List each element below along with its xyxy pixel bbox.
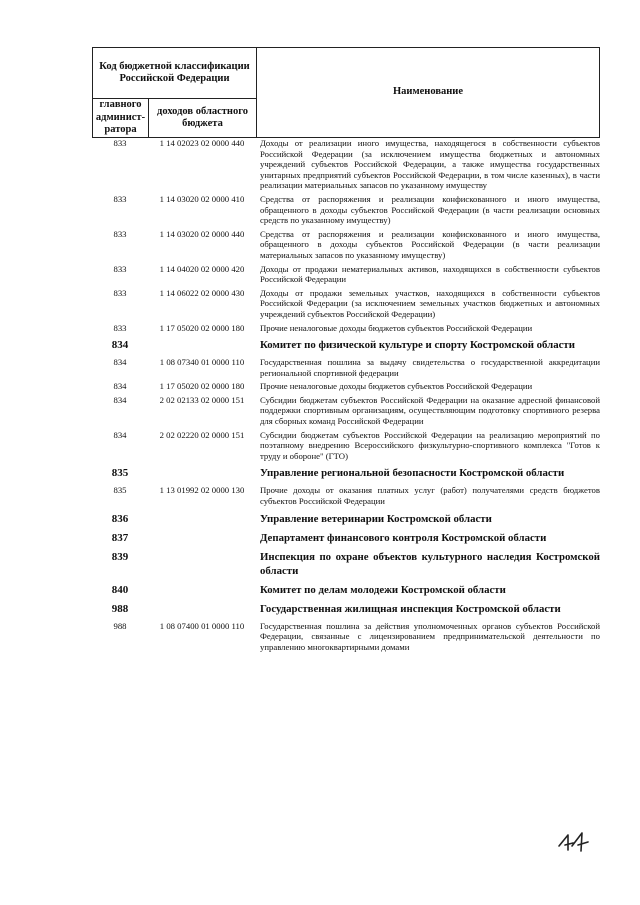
revenue-code: 1 17 05020 02 0000 180 bbox=[159, 381, 245, 392]
row-name: Доходы от продажи земельных участков, находящихся в собственности субъектов Российской Федерации (за исключением земельных участков бюджетных и автономных учреждений субъектов Российской Федерации) bbox=[260, 287, 600, 319]
revenue-code: 2 02 02220 02 0000 151 bbox=[159, 429, 245, 440]
revenue-code: 1 14 06022 02 0000 430 bbox=[159, 287, 245, 298]
admin-code: 834 bbox=[113, 381, 127, 392]
table-row bbox=[92, 288, 600, 320]
row-name: Доходы от продажи нематериальных активов, находящихся в собственности субъектов Российской Федерации bbox=[260, 263, 600, 285]
section-row bbox=[92, 466, 600, 480]
revenue-code: 1 14 02023 02 0000 440 bbox=[159, 138, 245, 148]
section-row bbox=[92, 531, 600, 545]
revenue-code: 1 14 03020 02 0000 440 bbox=[159, 228, 245, 239]
table-header bbox=[92, 47, 600, 138]
row-name: Средства от распоряжения и реализации конфискованного и иного имущества, обращенного в доходы субъектов Российской Федерации (в части реализации основных средств по указанному имуществу) bbox=[260, 193, 600, 226]
revenue-code: 1 08 07400 01 0000 110 bbox=[159, 620, 245, 631]
revenue-code: 1 14 04020 02 0000 420 bbox=[159, 263, 245, 274]
admin-code: 988 bbox=[111, 602, 129, 615]
table-row bbox=[92, 395, 600, 427]
admin-code: 835 bbox=[111, 467, 129, 480]
row-name: Прочие неналоговые доходы бюджетов субъектов Российской Федерации bbox=[260, 381, 533, 392]
admin-code: 836 bbox=[111, 512, 129, 525]
admin-code: 833 bbox=[113, 138, 127, 148]
header-name-column: Наименование bbox=[257, 48, 600, 138]
table-row bbox=[92, 138, 600, 191]
revenue-code: 1 17 05020 02 0000 180 bbox=[159, 322, 245, 333]
table-row bbox=[92, 194, 600, 226]
section-row bbox=[92, 338, 600, 352]
table-row bbox=[92, 430, 600, 462]
row-name: Департамент финансового контроля Костромской области bbox=[260, 531, 547, 544]
revenue-code: 2 02 02133 02 0000 151 bbox=[159, 394, 245, 405]
table-row bbox=[92, 264, 600, 285]
admin-code: 988 bbox=[113, 620, 127, 631]
admin-code: 835 bbox=[113, 485, 127, 496]
section-row bbox=[92, 550, 600, 578]
section-row bbox=[92, 512, 600, 526]
row-name: Инспекция по охране объектов культурного наследия Костромской области bbox=[260, 550, 600, 577]
document-page bbox=[92, 47, 600, 655]
header-group-title: Код бюджетной классификации Российской Федерации bbox=[93, 48, 257, 99]
revenue-code: 1 13 01992 02 0000 130 bbox=[159, 485, 245, 496]
admin-code: 833 bbox=[113, 193, 127, 204]
admin-code: 834 bbox=[113, 357, 127, 368]
section-row bbox=[92, 602, 600, 616]
revenue-code: 1 08 07340 01 0000 110 bbox=[159, 357, 245, 368]
row-name: Комитет по физической культуре и спорту Костромской области bbox=[260, 339, 575, 352]
admin-code: 833 bbox=[113, 287, 127, 298]
section-row bbox=[92, 583, 600, 597]
admin-code: 837 bbox=[111, 531, 129, 544]
admin-code: 833 bbox=[113, 228, 127, 239]
admin-code: 839 bbox=[111, 550, 129, 563]
row-name: Государственная пошлина за действия уполномоченных органов субъектов Российской Федерации, связанные с лицензированием предпринимательской деятельности по управлению многоквартирными домами bbox=[260, 620, 600, 652]
row-name: Государственная жилищная инспекция Костромской области bbox=[260, 602, 561, 615]
table-row bbox=[92, 357, 600, 378]
admin-code: 834 bbox=[111, 339, 129, 352]
admin-code: 834 bbox=[113, 394, 127, 405]
header-revenue-column: доходов областного бюджета bbox=[149, 99, 257, 138]
admin-code: 840 bbox=[111, 583, 129, 596]
row-name: Прочие доходы от оказания платных услуг (работ) получателями средств бюджетов субъектов Российской Федерации bbox=[260, 485, 600, 507]
table-row bbox=[92, 381, 600, 392]
table-row bbox=[92, 323, 600, 334]
row-name: Управление региональной безопасности Костромской области bbox=[260, 467, 565, 480]
row-name: Государственная пошлина за выдачу свидетельства о государственной аккредитации региональной спортивной федерации bbox=[260, 357, 600, 378]
row-name: Субсидии бюджетам субъектов Российской Федерации на реализацию мероприятий по поэтапному внедрению Всероссийского физкультурно-спортивного комплекса "Готов к труду и обороне" (ГТО) bbox=[260, 429, 600, 461]
row-name: Доходы от реализации иного имущества, находящегося в собственности субъектов Российской Федерации (за исключением имущества бюджетных и автономных учреждений субъектов Российской Федерации, а также имущества государственных унитарных предприятий субъектов Российской Федерации, в том числе казенных), в части реализации материальных запасов по указанному имуществу bbox=[260, 138, 600, 191]
table-row bbox=[92, 485, 600, 506]
admin-code: 833 bbox=[113, 263, 127, 274]
admin-code: 834 bbox=[113, 429, 127, 440]
table-body bbox=[92, 138, 600, 652]
row-name: Средства от распоряжения и реализации конфискованного и иного имущества, обращенного в доходы субъектов Российской Федерации (в части реализации материальных запасов по указанному имуществу) bbox=[260, 228, 600, 260]
row-name: Субсидии бюджетам субъектов Российской Федерации на оказание адресной финансовой поддержки спортивным организациям, осуществляющим подготовку спортивного резерва для сборных команд Российской Федерации bbox=[260, 394, 600, 427]
header-admin-column: главного админист-ратора bbox=[93, 99, 149, 138]
row-name: Управление ветеринарии Костромской области bbox=[260, 512, 492, 525]
row-name: Комитет по делам молодежи Костромской области bbox=[260, 583, 506, 596]
table-row bbox=[92, 229, 600, 261]
handwritten-page-number bbox=[555, 826, 595, 856]
row-name: Прочие неналоговые доходы бюджетов субъектов Российской Федерации bbox=[260, 322, 533, 333]
table-row bbox=[92, 621, 600, 653]
admin-code: 833 bbox=[113, 322, 127, 333]
revenue-code: 1 14 03020 02 0000 410 bbox=[159, 193, 245, 204]
